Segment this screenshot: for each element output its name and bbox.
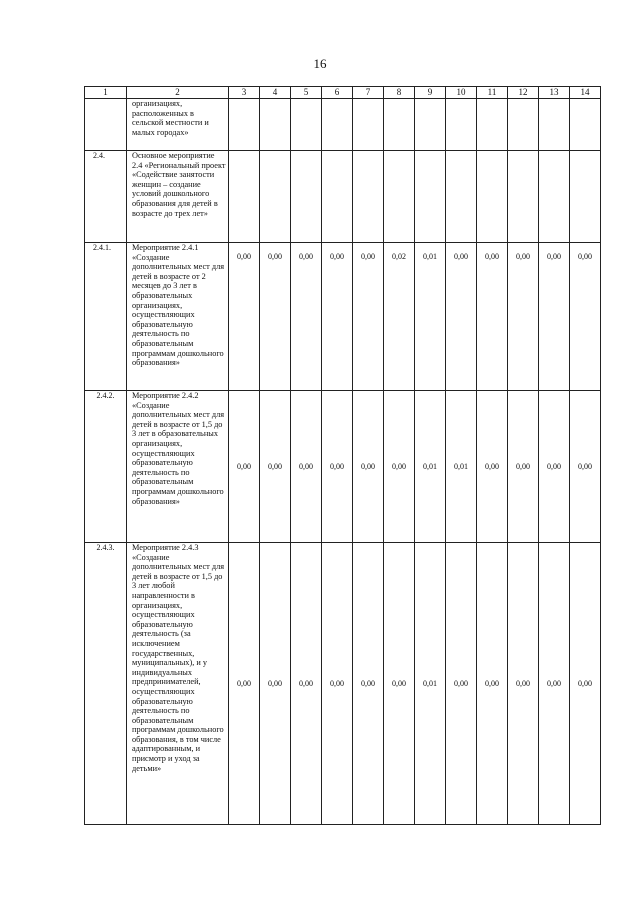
column-header: 12 [508, 87, 539, 99]
column-header: 6 [322, 87, 353, 99]
row-number: 2.4. [85, 151, 127, 243]
column-header: 4 [260, 87, 291, 99]
table-row [85, 99, 601, 151]
value-cell [353, 99, 384, 151]
value-cell [539, 99, 570, 151]
value-cell [477, 99, 508, 151]
value-cell [322, 99, 353, 151]
value-cell: 0,00 [539, 391, 570, 543]
value-cell: 0,00 [446, 543, 477, 825]
row-number: 2.4.1. [85, 243, 127, 391]
value-cell: 0,00 [291, 391, 322, 543]
column-header: 5 [291, 87, 322, 99]
value-cell: 0,00 [322, 391, 353, 543]
table-row [85, 543, 601, 825]
column-header: 7 [353, 87, 384, 99]
table-row [85, 243, 601, 391]
value-cell [291, 99, 322, 151]
column-header: 3 [229, 87, 260, 99]
value-cell: 0,00 [446, 243, 477, 391]
column-header: 11 [477, 87, 508, 99]
value-cell: 0,00 [508, 243, 539, 391]
value-cell: 0,00 [477, 543, 508, 825]
value-cell: 0,00 [353, 543, 384, 825]
value-cell [415, 99, 446, 151]
value-cell [508, 99, 539, 151]
table-row [85, 151, 601, 243]
value-cell [446, 99, 477, 151]
value-cell: 0,00 [229, 243, 260, 391]
column-header: 14 [570, 87, 601, 99]
value-cell [260, 99, 291, 151]
column-header: 8 [384, 87, 415, 99]
value-cell [384, 151, 415, 243]
row-description: Мероприятие 2.4.2 «Создание дополнительных мест для детей в возрасте от 1,5 до 3 лет в образовательных организациях, осуществляющих образовательную деятельность по образовательным программам дошкольного образования» [127, 391, 229, 543]
value-cell: 0,00 [260, 391, 291, 543]
value-cell [291, 151, 322, 243]
column-header: 10 [446, 87, 477, 99]
value-cell: 0,00 [570, 243, 601, 391]
value-cell: 0,00 [539, 243, 570, 391]
value-cell [508, 151, 539, 243]
value-cell: 0,00 [570, 543, 601, 825]
value-cell: 0,00 [260, 243, 291, 391]
value-cell: 0,01 [415, 543, 446, 825]
value-cell [229, 99, 260, 151]
row-description: Основное мероприятие 2.4 «Региональный проект «Содействие занятости женщин – создание условий дошкольного образования для детей в возрасте до трех лет» [127, 151, 229, 243]
column-header: 1 [85, 87, 127, 99]
value-cell [260, 151, 291, 243]
value-cell: 0,00 [539, 543, 570, 825]
value-cell: 0,00 [291, 543, 322, 825]
value-cell [446, 151, 477, 243]
data-table [84, 86, 601, 825]
row-number: 2.4.2. [85, 391, 127, 543]
value-cell: 0,00 [229, 543, 260, 825]
value-cell: 0,01 [415, 391, 446, 543]
value-cell [415, 151, 446, 243]
row-description: Мероприятие 2.4.3 «Создание дополнительных мест для детей в возрасте от 1,5 до 3 лет любой направленности в организациях, осуществляющих образовательную деятельность (за исключением государственных, муниципальных), и у индивидуальных предпринимателей, осуществляющих образовательную деятельность по образовательным программам дошкольного образования, в том числе адаптированным, и присмотр и уход за детьми» [127, 543, 229, 825]
value-cell: 0,00 [291, 243, 322, 391]
column-header: 13 [539, 87, 570, 99]
value-cell: 0,00 [322, 243, 353, 391]
value-cell: 0,02 [384, 243, 415, 391]
value-cell: 0,00 [353, 243, 384, 391]
value-cell: 0,00 [322, 543, 353, 825]
value-cell: 0,01 [446, 391, 477, 543]
value-cell [229, 151, 260, 243]
value-cell: 0,00 [570, 391, 601, 543]
value-cell [322, 151, 353, 243]
value-cell [570, 99, 601, 151]
value-cell: 0,00 [260, 543, 291, 825]
value-cell: 0,00 [384, 391, 415, 543]
row-number [85, 99, 127, 151]
value-cell: 0,01 [415, 243, 446, 391]
row-description: Мероприятие 2.4.1 «Создание дополнительных мест для детей в возрасте от 2 месяцев до 3 лет в образовательных организациях, осуществляющих образовательную деятельность по образовательным программам дошкольного образования» [127, 243, 229, 391]
table-row [85, 391, 601, 543]
value-cell: 0,00 [508, 391, 539, 543]
column-header: 9 [415, 87, 446, 99]
page-number: 16 [313, 56, 327, 71]
value-cell: 0,00 [353, 391, 384, 543]
value-cell [384, 99, 415, 151]
row-number: 2.4.3. [85, 543, 127, 825]
value-cell: 0,00 [477, 391, 508, 543]
value-cell [570, 151, 601, 243]
value-cell [477, 151, 508, 243]
value-cell [539, 151, 570, 243]
value-cell [353, 151, 384, 243]
column-header: 2 [127, 87, 229, 99]
value-cell: 0,00 [508, 543, 539, 825]
value-cell: 0,00 [384, 543, 415, 825]
row-description: организациях, расположенных в сельской местности и малых городах» [127, 99, 229, 151]
value-cell: 0,00 [477, 243, 508, 391]
value-cell: 0,00 [229, 391, 260, 543]
header-row [85, 87, 601, 99]
